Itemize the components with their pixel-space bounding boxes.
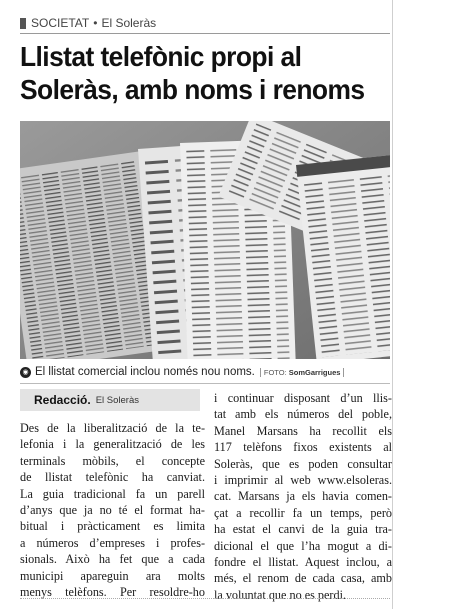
body-line: menys telèfons. Per resoldre-ho: [20, 584, 205, 599]
headline-line-2: Soleràs, amb noms i renoms: [20, 74, 365, 105]
body-line: La guia tradicional fa un parell: [20, 486, 205, 501]
body-line: cat. Marsans ja els havia comen-: [214, 489, 392, 504]
body-line: çat a recollir fa un temps, però: [214, 505, 392, 520]
body-line: Soleràs, que es poden consultar: [214, 456, 392, 471]
section-name[interactable]: SOCIETAT: [31, 16, 90, 30]
body-column-left: [20, 420, 205, 600]
body-line: més, el renom de cada casa, amb: [214, 571, 392, 586]
body-line: la voluntat que no es perdi.: [214, 587, 346, 602]
body-line: municipi apareguin ara molts: [20, 568, 205, 583]
section-separator: •: [93, 16, 98, 30]
body-line: fondre el llistat. Aquest inclou, a: [214, 554, 392, 569]
body-line: Manel Marsans ha recollit els: [214, 423, 392, 438]
section-marker: [20, 18, 26, 29]
body-line: dicional el que l’ha mogut a di-: [214, 538, 392, 553]
body-line: lefonia i la generalització de les: [20, 437, 205, 452]
credit-name: SomGarrigues: [288, 367, 341, 377]
caption-text: El llistat comercial inclou només nou noms.: [35, 366, 255, 378]
headline-line-1: Llistat telefònic propi al: [20, 41, 302, 72]
camera-icon: ◉: [20, 367, 31, 378]
photo-phone-listing-sheets: [20, 121, 390, 359]
caption-divider: [20, 383, 390, 384]
body-line: a números d’empreses i profes-: [20, 535, 205, 550]
article-headline: [20, 40, 375, 106]
byline-place: El Soleràs: [95, 394, 140, 406]
body-line: sionals. Això ha fet que a cada: [20, 552, 205, 567]
body-line: tat amb els números del poble,: [214, 407, 392, 422]
photo-caption: [20, 364, 390, 380]
section-header: [20, 13, 390, 34]
body-column-right: [214, 390, 392, 603]
byline-author: Redacció.: [34, 393, 91, 407]
body-line: bitual i pràcticament es limita: [20, 519, 205, 534]
photo-credit: [260, 368, 345, 377]
body-line: terminals mòbils, el concepte: [20, 453, 205, 468]
body-line: d’anys que ja no té el format ha-: [20, 502, 205, 517]
body-line: 117 telèfons fixos existents al: [214, 440, 392, 455]
body-line: ha estat el canvi de la guia tra-: [214, 522, 392, 537]
byline: [20, 389, 200, 411]
credit-label: FOTO:: [263, 367, 287, 377]
page-bottom-rule: [20, 598, 390, 599]
body-line: i imprimir al web www.elsoleras.: [214, 472, 392, 487]
column-divider: [392, 0, 393, 609]
article-photo[interactable]: [20, 121, 390, 359]
body-line: i continuar disposant d’un llis-: [214, 391, 392, 405]
body-line: de llistat telefònic ha canviat.: [20, 470, 205, 485]
section-place: El Soleràs: [101, 16, 157, 30]
body-line: Des de la liberalització de la te-: [20, 421, 205, 435]
